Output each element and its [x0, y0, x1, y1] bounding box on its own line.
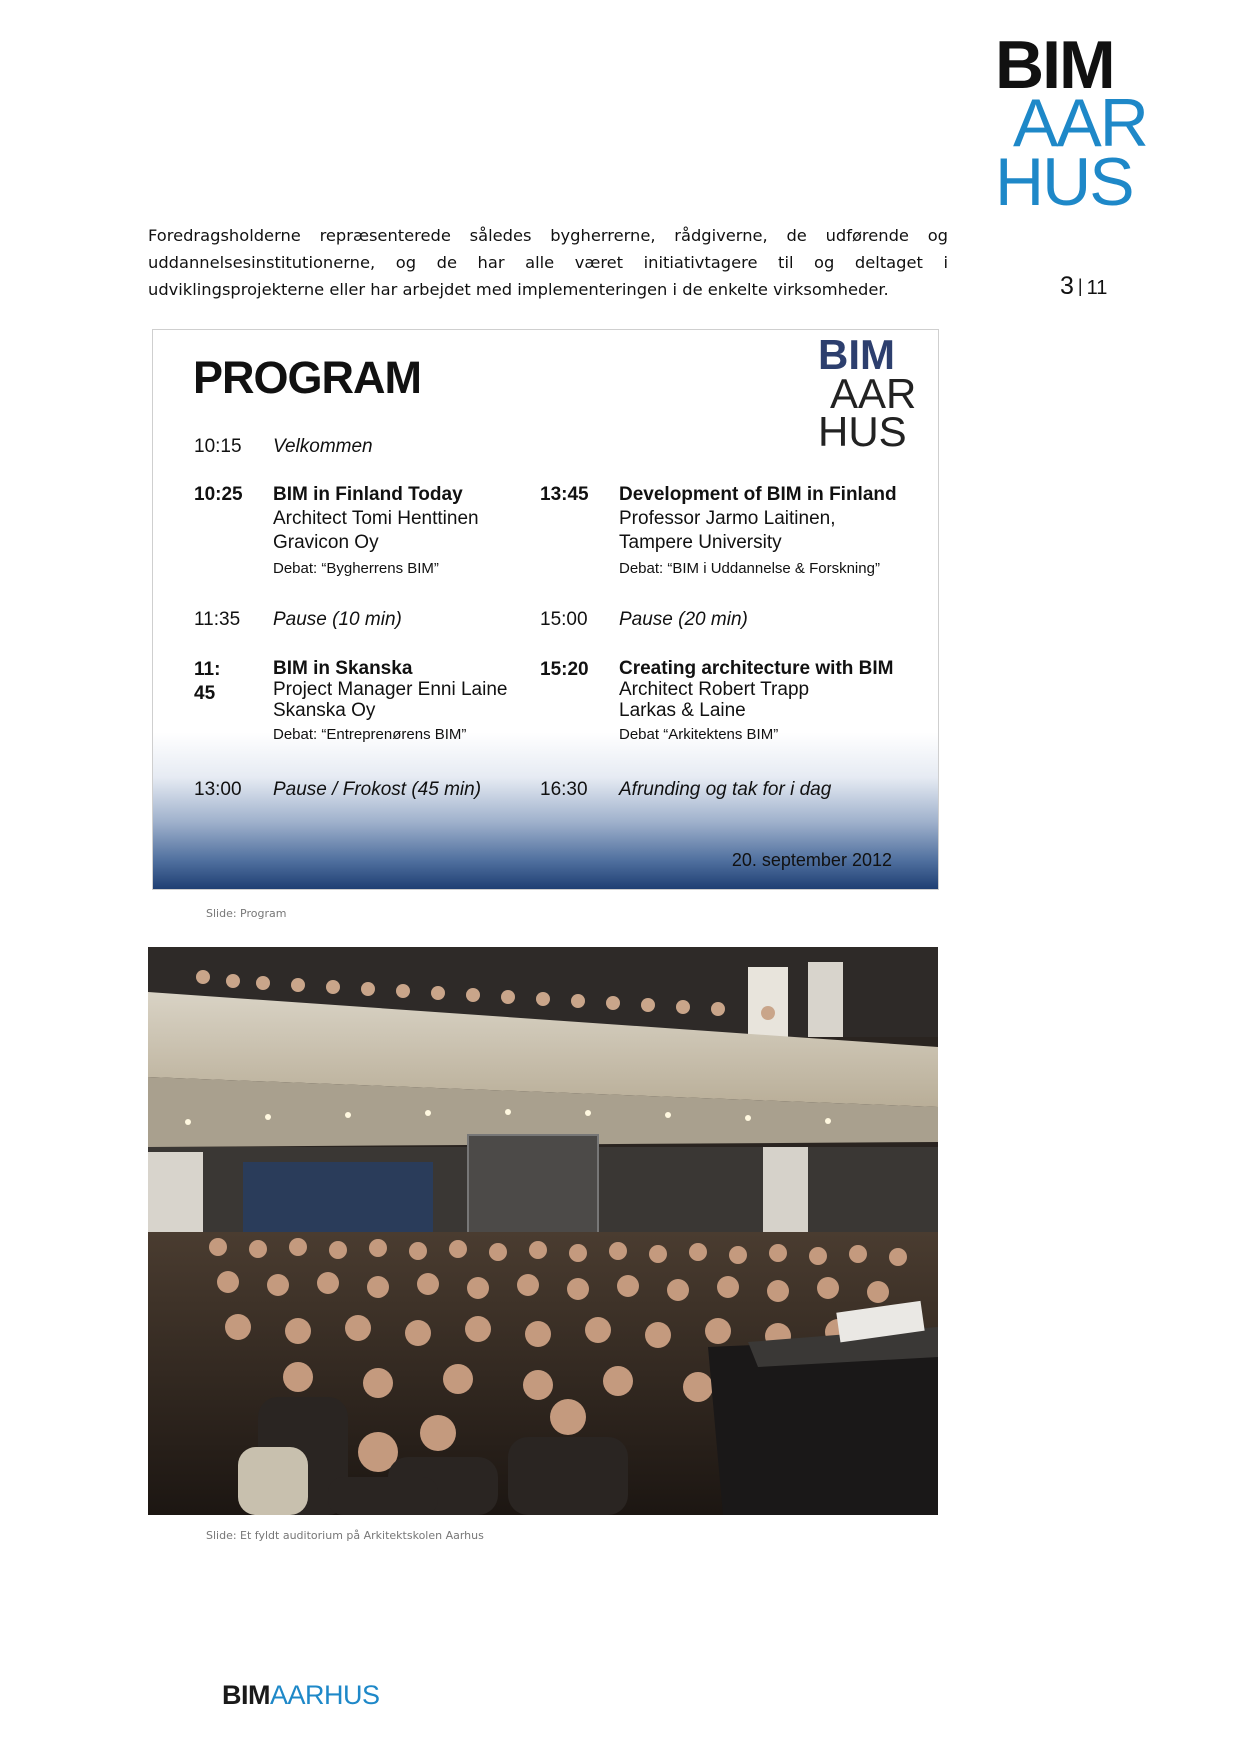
program-speaker: Professor Jarmo Laitinen,	[619, 508, 836, 529]
program-time: 10:15	[194, 436, 242, 457]
program-organization: Gravicon Oy	[273, 532, 379, 553]
slide-date: 20. september 2012	[731, 850, 892, 870]
footer-logo-bim: BIM	[222, 1680, 270, 1710]
program-time: 15:00	[540, 609, 588, 630]
program-speaker: Project Manager Enni Laine	[273, 679, 508, 700]
program-title: BIM in Skanska	[273, 658, 413, 679]
program-debate: Debat: “Entreprenørens BIM”	[273, 726, 467, 743]
program-title: Development of BIM in Finland	[619, 484, 897, 505]
program-speaker: Architect Tomi Henttinen	[273, 508, 479, 529]
slide-title: PROGRAM	[193, 352, 421, 403]
footer-logo	[222, 1680, 380, 1711]
program-slide	[152, 329, 939, 890]
slide-logo	[818, 331, 917, 456]
intro-paragraph: Foredragsholderne repræsenterede således bygherrerne, rådgiverne, de udførende og uddannelsesinstitutionerne, og de har alle været initiativtagere til og deltaget i udviklingsprojekterne eller har arbejdet med implementeringen i de enkelte virksomheder.	[148, 226, 948, 299]
program-title: Pause (10 min)	[273, 609, 402, 630]
page-number	[1060, 272, 1107, 301]
logo-aar: AAR	[1013, 85, 1147, 162]
program-title: Creating architecture with BIM	[619, 658, 894, 679]
slide-logo-bim: BIM	[818, 331, 895, 378]
page-total: 11	[1086, 277, 1108, 299]
program-time: 10:25	[194, 484, 243, 505]
program-title: Afrunding og tak for i dag	[619, 779, 832, 800]
program-time: 11: 45	[194, 659, 221, 704]
caption-program: Slide: Program	[206, 907, 287, 920]
logo-hus: HUS	[995, 143, 1133, 220]
program-title: Pause (20 min)	[619, 609, 748, 630]
program-debate: Debat: “Bygherrens BIM”	[273, 560, 439, 577]
program-organization: Larkas & Laine	[619, 700, 746, 721]
program-title: BIM in Finland Today	[273, 484, 463, 505]
program-time: 11:35	[194, 609, 241, 630]
auditorium-photo	[148, 947, 938, 1515]
page-current: 3	[1060, 272, 1074, 300]
footer-logo-aarhus: AARHUS	[270, 1680, 380, 1710]
program-organization: Skanska Oy	[273, 700, 376, 721]
logo-bim: BIM	[995, 27, 1114, 103]
program-debate: Debat: “BIM i Uddannelse & Forskning”	[619, 560, 880, 577]
slide-logo-aar: AAR	[830, 369, 917, 417]
program-title: Pause / Frokost (45 min)	[273, 779, 482, 800]
slide-logo-hus: HUS	[818, 408, 907, 456]
program-time: 13:00	[194, 779, 242, 800]
program-organization: Tampere University	[619, 532, 782, 553]
program-title: Velkommen	[273, 436, 373, 457]
program-debate: Debat “Arkitektens BIM”	[619, 726, 779, 743]
program-time: 16:30	[540, 779, 588, 800]
bim-aarhus-logo	[995, 27, 1155, 220]
program-time: 15:20	[540, 659, 589, 680]
program-time: 13:45	[540, 484, 589, 505]
page-separator: |	[1077, 276, 1083, 296]
program-speaker: Architect Robert Trapp	[619, 679, 810, 700]
caption-photo: Slide: Et fyldt auditorium på Arkitektskolen Aarhus	[206, 1529, 484, 1542]
